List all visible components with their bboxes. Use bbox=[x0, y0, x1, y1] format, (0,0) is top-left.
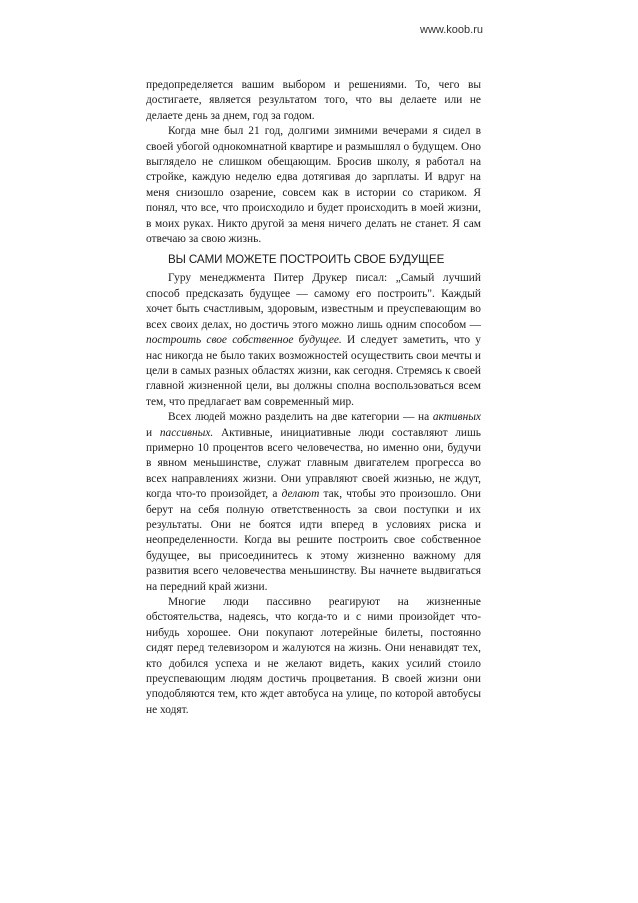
paragraph-text: Всех людей можно разделить на две категории — на bbox=[168, 411, 433, 424]
page-body bbox=[146, 78, 481, 718]
emphasis-text: активных bbox=[432, 411, 481, 424]
paragraph-story: Когда мне был 21 год, долгими зимними вечерами я сидел в своей убогой однокомнатной квартире и размышлял о будущем. Оно выглядело не слишком обещающим. Бросив школу, я работал на стройке, каждую неделю едва дотягивая до зарплаты. И вдруг на меня снизошло озарение, совсем как в истории со стариком. Я понял, что все, что происходило и будет происходить в моей жизни, в моих руках. Никто другой за меня ничего делать не станет. Я сам отвечаю за свою жизнь. bbox=[146, 125, 481, 246]
paragraph-text: Активные, инициативные люди составляют лишь примерно 10 процентов всего человечества, но именно они, будучи в явном меньшинстве, служат главным двигателем прогресса во всех направлениях жизни. Они управляют своей жизнью, не ждут, когда что-то произойдет, а bbox=[146, 426, 481, 501]
paragraph-text: так, чтобы это произошло. Они берут на себя полную ответственность за свои поступки и их результаты. Они не боятся идти вперед в условиях риска и неопределенности. Когда вы решите построить свое собственное будущее, вы присоединитесь к этому жизненно важному для развития всего человечества меньшинству. Вы начнете выдвигаться на передний край жизни. bbox=[146, 488, 482, 593]
emphasis-text: делают bbox=[281, 488, 320, 501]
paragraph-continuation: предопределяется вашим выбором и решениями. То, чего вы достигаете, является результатом того, что вы делаете или не делаете день за днем, год за годом. bbox=[146, 79, 481, 122]
emphasis-text: пассивных. bbox=[159, 426, 214, 439]
paragraph-passive: Многие люди пассивно реагируют на жизненные обстоятельства, надеясь, что когда-то и с ними произойдет что-нибудь хорошее. Они покупают лотерейные билеты, постоянно сидят перед телевизором и жалуются на жизнь. Они ненавидят тех, кто добился успеха и не желают видеть, каких усилий стоило преуспевающим людям достичь процветания. В своей жизни они уподобляются тем, кто ждет автобуса на улице, по которой автобусы не ходят. bbox=[146, 596, 481, 716]
site-url: www.koob.ru bbox=[420, 24, 483, 36]
section-heading: ВЫ САМИ МОЖЕТЕ ПОСТРОИТЬ СВОЕ БУДУЩЕЕ bbox=[168, 253, 445, 267]
emphasis-text: построить свое собственное будущее. bbox=[146, 334, 342, 347]
paragraph-drucker bbox=[146, 271, 481, 410]
paragraph-categories bbox=[146, 410, 481, 595]
paragraph-text: И следует заметить, что у нас никогда не было таких возможностей осуществить свои мечты и цели в самых разных областях жизни, как сегодня. Стремясь к своей главной жизненной цели, вы должны сполна воспользоваться всем тем, что предлагает вам современный мир. bbox=[146, 334, 481, 408]
paragraph-text: Гуру менеджмента Питер Друкер писал: „Самый лучший способ предсказать будущее — самому его построить". Каждый хочет быть счастливым, здоровым, известным и преуспевающим во всех своих делах, но достичь этого можно лишь одним способом — bbox=[146, 272, 481, 331]
paragraph-text: и bbox=[146, 426, 160, 439]
